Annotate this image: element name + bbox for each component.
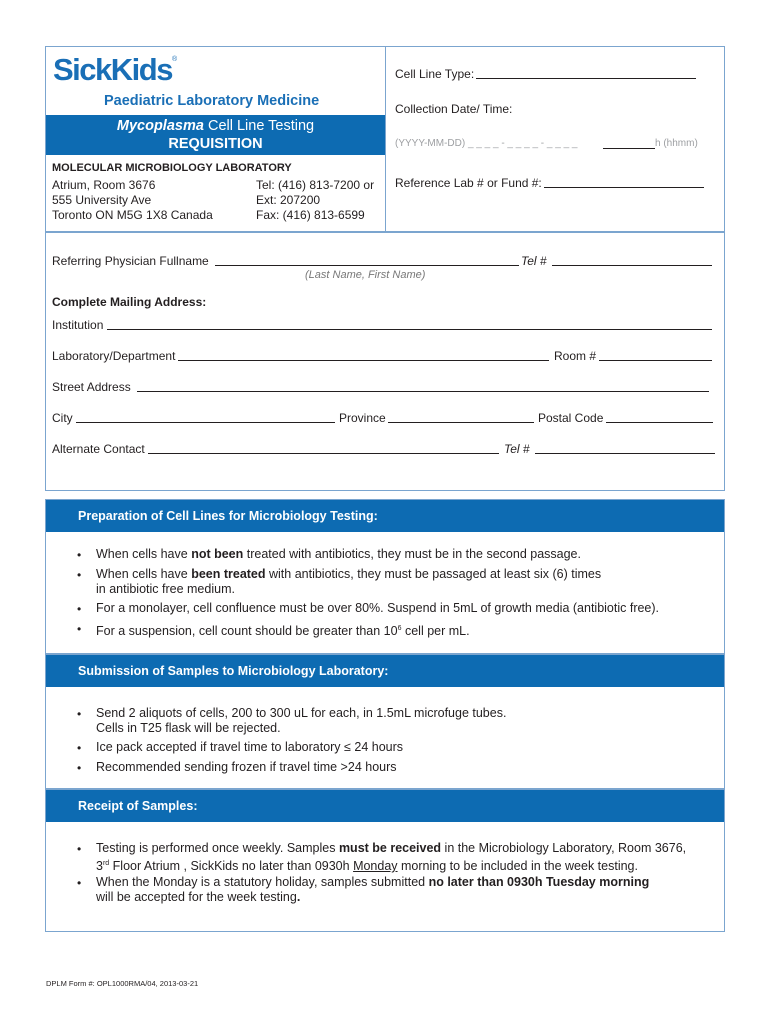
alternate-tel-label: Tel # [504, 442, 530, 456]
room-label: Room # [554, 349, 597, 363]
address-line: Toronto ON M5G 1X8 Canada [52, 208, 213, 222]
institution-field[interactable] [107, 329, 712, 330]
sickkids-logo: SickKids® [53, 52, 178, 87]
street-address-label: Street Address [52, 380, 131, 394]
bullet: • [77, 602, 82, 616]
collection-date-label: Collection Date/ Time: [395, 102, 513, 116]
submission-item-3: Recommended sending frozen if travel time >24 hours [96, 760, 397, 774]
name-format-hint: (Last Name, First Name) [305, 269, 426, 281]
address-line: Atrium, Room 3676 [52, 178, 156, 192]
receipt-item-2: When the Monday is a statutory holiday, samples submitted no later than 0930h Tuesday morning [96, 875, 650, 889]
postal-code-label: Postal Code [538, 411, 604, 425]
submission-heading: Submission of Samples to Microbiology Laboratory: [46, 655, 724, 687]
lab-department-label: Laboratory/Department [52, 349, 176, 363]
alternate-contact-field[interactable] [148, 453, 499, 454]
lab-name: MOLECULAR MICROBIOLOGY LABORATORY [52, 162, 292, 174]
time-format-hint: h (hhmm) [655, 138, 698, 149]
room-field[interactable] [599, 360, 712, 361]
physician-tel-field[interactable] [552, 265, 712, 266]
bullet: • [77, 741, 82, 755]
postal-code-field[interactable] [606, 422, 713, 423]
department-title: Paediatric Laboratory Medicine [104, 93, 320, 109]
bullet: • [77, 761, 82, 775]
lab-department-field[interactable] [178, 360, 549, 361]
prep-item-4: For a suspension, cell count should be greater than $10^6$ cell per mL. [96, 624, 470, 639]
street-address-field[interactable] [137, 391, 709, 392]
province-field[interactable] [388, 422, 534, 423]
city-label: City [52, 411, 73, 425]
cell-line-type-label: Cell Line Type: [395, 67, 475, 81]
bullet: • [77, 707, 82, 721]
form-subtitle: REQUISITION [168, 136, 263, 152]
receipt-item-1-cont: 3rd Floor Atrium , SickKids no later than 0930h Monday morning to be included in the week testing. [96, 859, 638, 874]
submission-item-1: Send 2 aliquots of cells, 200 to 300 uL for each, in 1.5mL microfuge tubes. [96, 706, 507, 720]
form-title: Mycoplasma Cell Line Testing [116, 118, 315, 134]
institution-label: Institution [52, 318, 104, 332]
contact-line: Tel: (416) 813-7200 or [256, 178, 375, 192]
bullet: • [77, 548, 82, 562]
alternate-tel-field[interactable] [535, 453, 715, 454]
submission-item-1-cont: Cells in T25 flask will be rejected. [96, 721, 281, 735]
alternate-contact-label: Alternate Contact [52, 442, 145, 456]
bullet: • [77, 622, 82, 636]
prep-item-3: For a monolayer, cell confluence must be over 80%. Suspend in 5mL of growth media (antibiotic free). [96, 601, 660, 615]
form-number-footer: DPLM Form #: OPL1000RMA/04, 2013-03-21 [46, 979, 199, 988]
referring-physician-field[interactable] [215, 265, 519, 266]
submission-item-2: Ice pack accepted if travel time to laboratory ≤ 24 hours [96, 740, 404, 754]
referring-physician-label: Referring Physician Fullname [52, 254, 209, 268]
address-line: 555 University Ave [52, 193, 152, 207]
mailing-address-heading: Complete Mailing Address: [52, 295, 207, 309]
receipt-heading: Receipt of Samples: [46, 790, 724, 822]
receipt-item-1: Testing is performed once weekly. Samples must be received in the Microbiology Laboratory, Room 3676, [96, 841, 687, 855]
receipt-item-2-cont: will be accepted for the week testing. [96, 890, 301, 904]
province-label: Province [339, 411, 386, 425]
reference-lab-field[interactable] [544, 187, 704, 188]
city-field[interactable] [76, 422, 335, 423]
form-title-band [46, 115, 385, 155]
bullet: • [77, 842, 82, 856]
cell-line-type-field[interactable] [476, 78, 696, 79]
contact-line: Ext: 207200 [256, 193, 321, 207]
prep-item-2: When cells have been treated with antibiotics, they must be passaged at least six (6) times [96, 567, 602, 581]
prep-item-2-cont: in antibiotic free medium. [96, 582, 235, 596]
preparation-heading: Preparation of Cell Lines for Microbiology Testing: [46, 500, 724, 532]
contact-line: Fax: (416) 813-6599 [256, 208, 365, 222]
prep-item-1: When cells have not been treated with antibiotics, they must be in the second passage. [96, 547, 581, 561]
time-field[interactable] [603, 148, 655, 149]
reference-lab-label: Reference Lab # or Fund #: [395, 176, 542, 190]
bullet: • [77, 568, 82, 582]
date-format-hint[interactable]: (YYYY-MM-DD) _ _ _ _ - _ _ _ _ - _ _ _ _ [395, 138, 578, 149]
bullet: • [77, 876, 82, 890]
physician-tel-label: Tel # [521, 254, 547, 268]
